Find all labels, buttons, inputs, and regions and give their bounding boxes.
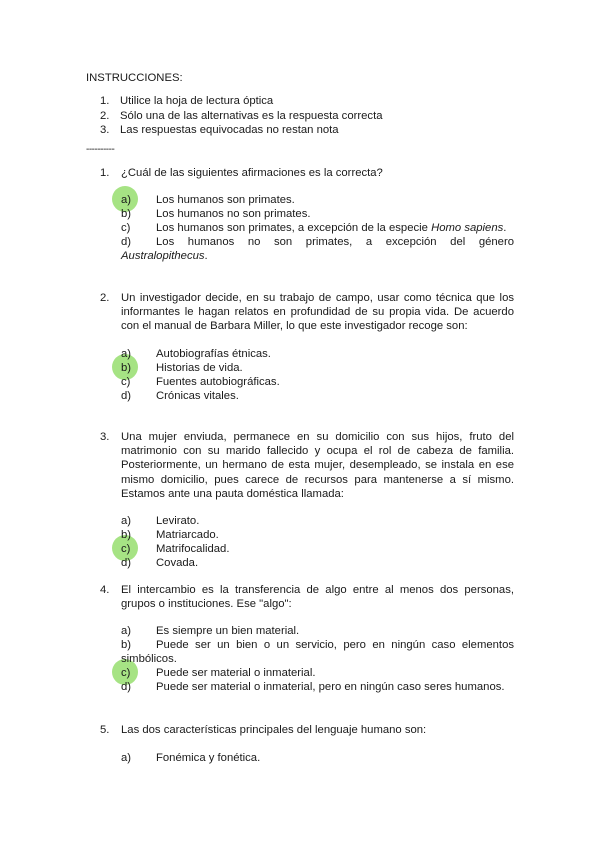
question-number: 5. [100,724,110,736]
instruction-number: 2. [100,109,110,122]
option-c[interactable] [121,375,514,389]
question-text: Un investigador decide, en su trabajo de campo, usar como técnica que los informantes le hagan relatos en profundidad de su propia vida. De acuerdo con el manual de Barbara Miller, lo que este investigador recoge son: [121,292,514,333]
option-b[interactable] [121,207,514,221]
option-a[interactable] [121,347,514,361]
option-letter: b) [121,208,132,221]
instruction-item [100,123,520,138]
question-text: Una mujer enviuda, permanece en su domicilio con sus hijos, fruto del matrimonio con su marido fallecido y ocupa el rol de cabeza de familia. Posteriormente, un hermano de esta mujer, desempleado, se instala en ese mismo domicilio, pues carece de recursos para mantenerse a sí mismo. Estamos ante una pauta doméstica llamada: [121,431,514,500]
option-d[interactable] [121,389,514,403]
option-text: Los humanos son primates, a excepción de la especie [156,222,432,235]
question-2 [100,291,514,403]
option-letter: a) [121,515,132,528]
option-italic-text: Homo sapiens [431,222,504,235]
option-letter: b) [121,639,132,652]
question-3 [100,430,514,570]
option-text: Historias de vida. [156,361,243,374]
instruction-item [100,109,520,124]
option-b[interactable] [121,638,514,666]
question-number: 4. [100,584,110,596]
option-letter: b) [121,529,132,542]
option-a[interactable] [121,624,514,638]
option-c[interactable] [121,666,514,680]
separator: ---------- [86,144,115,155]
option-letter: c) [121,222,131,235]
option-letter: c) [121,375,131,388]
option-letter: b) [121,361,132,374]
option-letter: c) [121,667,131,680]
option-letter: d) [121,681,132,694]
question-1 [100,166,514,263]
option-letter: a) [121,752,132,765]
option-letter: d) [121,557,132,570]
option-text: Puede ser un bien o un servicio, pero en ningún caso elementos simbólicos. [121,639,514,666]
option-text: Levirato. [156,515,200,528]
option-italic-text: Australopithecus [121,250,205,263]
option-b[interactable] [121,361,514,375]
option-c[interactable] [121,221,514,235]
option-d[interactable] [121,556,514,570]
instruction-number: 1. [100,95,110,107]
option-text-tail: . [204,250,208,263]
option-letter: a) [121,194,132,207]
option-text: Fonémica y fonética. [156,752,261,765]
option-text: Es siempre un bien material. [156,625,300,638]
option-text-tail: . [503,222,507,235]
question-number: 2. [100,292,110,304]
instruction-number: 3. [100,124,110,136]
option-d[interactable] [121,235,514,263]
option-text: Los humanos son primates. [156,194,295,207]
question-4 [100,583,514,694]
question-text: Las dos características principales del lenguaje humano son: [121,724,427,736]
option-d[interactable] [121,680,514,694]
option-a[interactable] [121,751,514,765]
option-text: Crónicas vitales. [156,389,239,402]
question-number: 1. [100,167,110,179]
option-letter: d) [121,236,132,249]
option-letter: a) [121,347,132,360]
option-text: Covada. [156,557,199,570]
option-letter: d) [121,389,132,402]
instructions-heading: INSTRUCCIONES: [86,72,183,84]
option-c[interactable] [121,542,514,556]
option-text: Los humanos no son primates. [156,208,311,221]
option-letter: a) [121,625,132,638]
question-5 [100,723,514,765]
option-text: Matrifocalidad. [156,543,230,556]
instruction-text: Sólo una de las alternativas es la respuesta correcta [120,109,383,122]
instruction-item [100,94,520,109]
question-text: El intercambio es la transferencia de algo entre al menos dos personas, grupos o instituciones. Ese "algo": [121,584,514,611]
option-text: Matriarcado. [156,529,219,542]
instruction-text: Las respuestas equivocadas no restan nota [120,124,339,136]
option-b[interactable] [121,528,514,542]
option-a[interactable] [121,193,514,207]
option-text: Los humanos no son primates, a excepción del género [156,236,514,249]
option-text: Fuentes autobiográficas. [156,375,280,388]
option-letter: c) [121,543,131,556]
option-text: Autobiografías étnicas. [156,347,271,360]
option-text: Puede ser material o inmaterial. [156,667,316,680]
option-a[interactable] [121,514,514,528]
instruction-text: Utilice la hoja de lectura óptica [120,95,274,107]
instructions-list [100,94,520,138]
question-text: ¿Cuál de las siguientes afirmaciones es la correcta? [121,167,383,179]
option-text: Puede ser material o inmaterial, pero en ningún caso seres humanos. [156,681,505,694]
question-number: 3. [100,431,110,443]
